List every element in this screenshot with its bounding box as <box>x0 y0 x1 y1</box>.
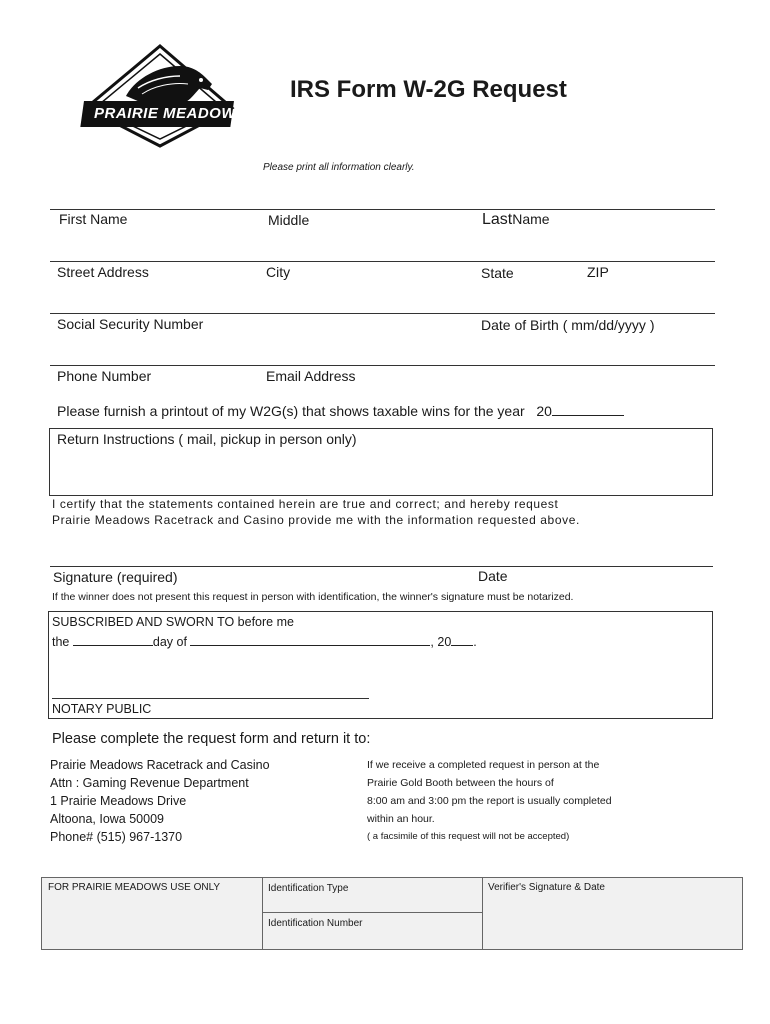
notary-day-blank[interactable] <box>73 633 153 646</box>
first-name-label: First Name <box>59 211 128 227</box>
phone-label: Phone Number <box>57 368 152 384</box>
notarize-note: If the winner does not present this request in person with identification, the winner's signature must be notarized. <box>52 591 574 603</box>
last-name-label-part: Last <box>482 211 513 228</box>
table-divider <box>262 878 263 949</box>
info-line: Prairie Gold Booth between the hours of <box>367 777 554 789</box>
year-prefix: 20 <box>536 403 552 419</box>
office-use-table <box>41 877 743 950</box>
logo-text: PRAIRIE MEADOWS <box>94 105 247 122</box>
notary-period: . <box>473 635 477 649</box>
furnish-request <box>57 403 624 419</box>
signature-label: Signature (required) <box>53 569 178 585</box>
street-address-label: Street Address <box>57 264 149 280</box>
year-blank[interactable] <box>552 403 624 416</box>
dob-label: Date of Birth ( mm/dd/yyyy ) <box>481 317 655 333</box>
return-heading: Please complete the request form and return it to: <box>52 731 371 747</box>
state-label: State <box>481 265 514 281</box>
city-label: City <box>266 264 291 280</box>
id-number-label: Identification Number <box>268 918 363 929</box>
row-divider <box>50 365 715 366</box>
furnish-text: Please furnish a printout of my W2G(s) that shows taxable wins for the year <box>57 403 525 419</box>
signature-line[interactable] <box>50 566 713 567</box>
print-instruction: Please print all information clearly. <box>263 162 415 173</box>
ssn-label: Social Security Number <box>57 316 204 332</box>
row-divider <box>50 261 715 262</box>
certify-line-1: I certify that the statements contained herein are true and correct; and hereby request <box>52 497 559 511</box>
table-divider <box>262 912 482 913</box>
notary-year-blank[interactable] <box>451 633 473 646</box>
id-type-label: Identification Type <box>268 883 349 894</box>
info-line: ( a facsimile of this request will not be accepted) <box>367 831 570 842</box>
row-divider <box>50 313 715 314</box>
address-line: Altoona, Iowa 50009 <box>50 812 164 826</box>
email-label: Email Address <box>266 368 356 384</box>
address-line: Prairie Meadows Racetrack and Casino <box>50 758 270 772</box>
notary-the: the <box>52 635 70 649</box>
notary-date-line <box>52 633 477 649</box>
address-line: Attn : Gaming Revenue Department <box>50 776 249 790</box>
info-line: within an hour. <box>367 813 435 825</box>
info-line: 8:00 am and 3:00 pm the report is usually completed <box>367 795 612 807</box>
return-instructions-label: Return Instructions ( mail, pickup in person only) <box>57 431 357 447</box>
last-name-label <box>482 211 550 229</box>
notary-day-of: day of <box>152 635 187 649</box>
middle-name-label: Middle <box>268 212 310 228</box>
row-divider <box>50 209 715 210</box>
address-line: Phone# (515) 967-1370 <box>50 830 183 844</box>
prairie-meadows-logo <box>80 44 247 148</box>
verifier-label: Verifier's Signature & Date <box>488 882 605 893</box>
office-use-label: FOR PRAIRIE MEADOWS USE ONLY <box>48 882 221 893</box>
notary-box <box>48 611 713 719</box>
table-divider <box>482 878 483 949</box>
address-line: 1 Prairie Meadows Drive <box>50 794 187 808</box>
certify-line-2: Prairie Meadows Racetrack and Casino provide me with the information requested above. <box>52 513 580 527</box>
notary-public-label: NOTARY PUBLIC <box>52 702 152 716</box>
zip-label: ZIP <box>587 264 609 280</box>
notary-year-prefix: , 20 <box>430 635 452 649</box>
return-instructions-box[interactable] <box>49 428 713 496</box>
notary-month-blank[interactable] <box>190 633 430 646</box>
form-title: IRS Form W-2G Request <box>290 76 567 103</box>
signature-date-label: Date <box>478 568 508 584</box>
notary-title: SUBSCRIBED AND SWORN TO before me <box>52 615 294 629</box>
last-name-label-part: Name <box>512 211 550 227</box>
notary-signature-line[interactable] <box>52 698 369 699</box>
horse-diamond-logo-icon <box>80 44 238 148</box>
info-line: If we receive a completed request in person at the <box>367 759 600 771</box>
